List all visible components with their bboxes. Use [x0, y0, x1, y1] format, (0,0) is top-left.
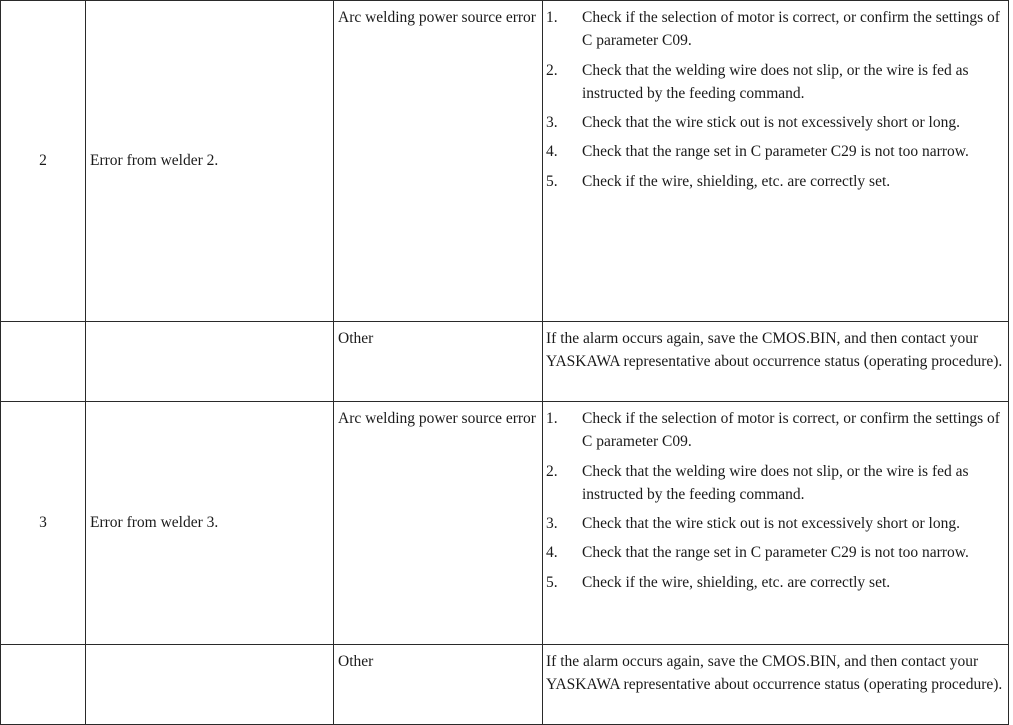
alarm-number-cell: [1, 402, 86, 645]
step-text: Check if the wire, shielding, etc. are correctly set.: [582, 172, 891, 190]
alarm-name-cell: [86, 1, 334, 322]
remedy-step: [546, 6, 1004, 53]
alarm-name: Error from welder 3.: [90, 514, 219, 532]
table-row: [1, 402, 1009, 645]
table-row: [1, 1, 1009, 322]
step-text: Check that the wire stick out is not excessively short or long.: [582, 114, 960, 132]
subcode-cell: [334, 1, 543, 322]
step-number: 5.: [546, 573, 558, 591]
step-text: Check if the selection of motor is correct, or confirm the settings of C parameter C09.: [582, 9, 1000, 50]
alarm-number: 3: [39, 514, 47, 532]
step-number: 2.: [546, 462, 558, 480]
remedy-step: [546, 59, 1004, 106]
remedy-step: [546, 111, 1004, 134]
alarm-name-cell: [86, 322, 334, 402]
step-text: Check that the wire stick out is not excessively short or long.: [582, 515, 960, 533]
step-text: Check that the welding wire does not slip, or the wire is fed as instructed by the feeding command.: [582, 462, 969, 503]
alarm-name-cell: [86, 645, 334, 725]
subcode-text: Other: [338, 653, 374, 670]
alarm-name: Error from welder 2.: [90, 152, 219, 170]
subcode-cell: [334, 402, 543, 645]
remedy-cell: [543, 402, 1009, 645]
remedy-cell: [543, 1, 1009, 322]
remedy-step: [546, 140, 1004, 163]
remedy-text: If the alarm occurs again, save the CMOS.BIN, and then contact your YASKAWA representative about occurrence status (operating procedure).: [546, 653, 1003, 694]
step-text: Check if the wire, shielding, etc. are correctly set.: [582, 573, 891, 591]
remedy-step: [546, 512, 1004, 535]
step-number: 2.: [546, 61, 558, 79]
table-row: [1, 645, 1009, 725]
remedy-cell: [543, 322, 1009, 402]
subcode-text: Other: [338, 330, 374, 347]
remedy-step: [546, 541, 1004, 564]
alarm-number-cell: [1, 645, 86, 725]
remedy-cell: [543, 645, 1009, 725]
subcode-cell: [334, 645, 543, 725]
step-text: Check that the welding wire does not slip, or the wire is fed as instructed by the feeding command.: [582, 61, 969, 102]
step-text: Check if the selection of motor is correct, or confirm the settings of C parameter C09.: [582, 410, 1000, 451]
subcode-text: Arc welding power source error: [338, 9, 536, 26]
alarm-number: 2: [39, 152, 47, 170]
remedy-text: If the alarm occurs again, save the CMOS.BIN, and then contact your YASKAWA representative about occurrence status (operating procedure).: [546, 330, 1003, 371]
remedy-step: [546, 170, 1004, 193]
remedy-step: [546, 460, 1004, 507]
remedy-step: [546, 571, 1004, 594]
remedy-step: [546, 407, 1004, 454]
table-row: [1, 322, 1009, 402]
alarm-name-cell: [86, 402, 334, 645]
subcode-cell: [334, 322, 543, 402]
step-number: 1.: [546, 410, 558, 427]
step-number: 5.: [546, 172, 558, 190]
step-number: 4.: [546, 143, 558, 161]
step-number: 4.: [546, 544, 558, 562]
step-text: Check that the range set in C parameter C29 is not too narrow.: [582, 143, 969, 161]
step-number: 3.: [546, 114, 558, 132]
subcode-text: Arc welding power source error: [338, 410, 536, 427]
alarm-number-cell: [1, 1, 86, 322]
step-number: 3.: [546, 515, 558, 533]
step-text: Check that the range set in C parameter C29 is not too narrow.: [582, 544, 969, 562]
alarm-number-cell: [1, 322, 86, 402]
step-number: 1.: [546, 9, 558, 26]
